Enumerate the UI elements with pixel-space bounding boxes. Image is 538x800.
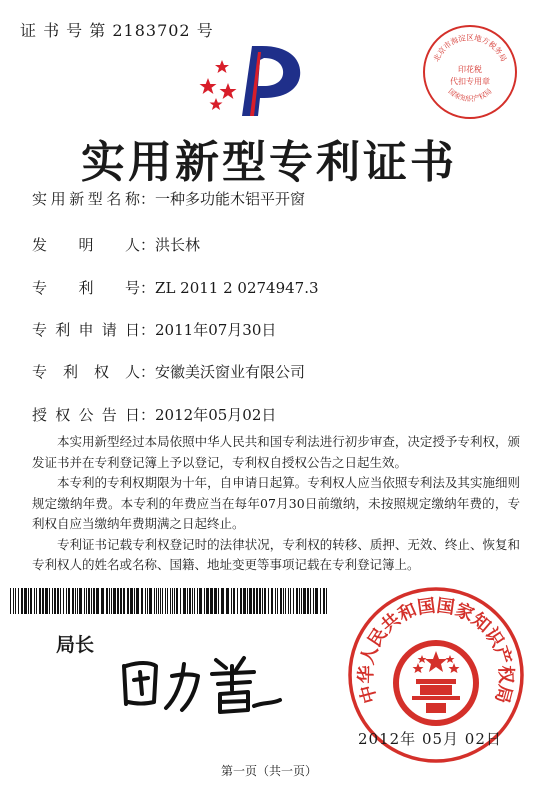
barcode-bar [192, 588, 193, 614]
barcode-bar [170, 588, 171, 614]
barcode-bar [303, 588, 306, 614]
barcode-bar [240, 588, 242, 614]
field-grant-date: 授权公告日：2012年05月02日 [32, 406, 277, 424]
field-patent-number: 专利号：ZL 2011 2 0274947.3 [32, 279, 319, 297]
field-value: 2012年05月02日 [155, 406, 277, 424]
barcode-bar [293, 588, 294, 614]
barcode-bar [130, 588, 133, 614]
field-label: 实用新型名称 [32, 190, 140, 208]
barcode-bar [259, 588, 261, 614]
barcode-bar [262, 588, 263, 614]
barcode-bar [283, 588, 284, 614]
barcode-bar [79, 588, 82, 614]
barcode-bar [271, 588, 273, 614]
director-signature [116, 646, 286, 721]
body-paragraph: 专利证书记载专利权登记时的法律状况，专利权的转移、质押、无效、终止、恢复和专利权人的姓名或名称、国籍、地址变更等事项记载在专利登记簿上。 [32, 536, 520, 572]
star-icon [220, 83, 237, 99]
barcode-bar [288, 588, 289, 614]
barcode-bar [290, 588, 291, 614]
certificate-number: 证 书 号 第 2183702 号 [20, 21, 214, 40]
barcode-bar [162, 588, 163, 614]
field-label: 专利申请日 [32, 321, 140, 339]
barcode-bar [307, 588, 309, 614]
barcode-bar [136, 588, 139, 614]
barcode-bar [45, 588, 48, 614]
field-patentee: 专利权人：安徽美沃窗业有限公司 [32, 363, 306, 381]
barcode-bar [199, 588, 202, 614]
field-inventor: 发明人：洪长林 [32, 236, 201, 254]
barcode-bar [106, 588, 108, 614]
tax-seal-ring-text: 北京市海淀区地方税务局 [431, 33, 509, 63]
barcode-bar [197, 588, 198, 614]
barcode-bar [268, 588, 269, 614]
barcode-bar [39, 588, 41, 614]
barcode-bar [165, 588, 166, 614]
barcode-bar [323, 588, 325, 614]
barcode-bar [189, 588, 191, 614]
barcode-bar [226, 588, 229, 614]
field-value: 洪长林 [155, 236, 201, 254]
barcode-bar [299, 588, 300, 614]
barcode-bar [275, 588, 276, 614]
barcode-bar [86, 588, 87, 614]
barcode-bar [277, 588, 278, 614]
barcode-bar [117, 588, 119, 614]
field-value: 安徽美沃窗业有限公司 [155, 363, 306, 381]
barcode-bar [249, 588, 252, 614]
barcode-bar [160, 588, 161, 614]
page-number: 第一页（共一页） [220, 764, 317, 778]
barcode-bar [326, 588, 327, 614]
barcode-bar [42, 588, 44, 614]
barcode-bar [218, 588, 219, 614]
seal-ring-text: 中华人民共和国国家知识产权局 [355, 595, 517, 706]
barcode-bar [149, 588, 152, 614]
barcode-bar [253, 588, 255, 614]
tax-seal-bottom-text: 国家知识产权局 [446, 87, 494, 104]
barcode-bar [18, 588, 19, 614]
barcode-bar [123, 588, 125, 614]
barcode-bar [52, 588, 53, 614]
body-paragraph: 本专利的专利权期限为十年，自申请日起算。专利权人应当依照专利法及其实施细则规定缴纳年费。本专利的年费应当在每年07月30日前缴纳，未按照规定缴纳年费的，专利权自应当缴纳年费期满之日起终止。 [32, 475, 520, 531]
barcode-bar [231, 588, 232, 614]
barcode-bar [68, 588, 70, 614]
barcode-bar [206, 588, 209, 614]
barcode-bar [204, 588, 205, 614]
barcode-bar [88, 588, 90, 614]
barcode-bar [264, 588, 266, 614]
barcode-bar [301, 588, 302, 614]
barcode-bar [256, 588, 258, 614]
tax-seal [420, 22, 520, 122]
barcode-bar [30, 588, 32, 614]
barcode-bar [233, 588, 235, 614]
barcode-bar [315, 588, 318, 614]
barcode-bar [183, 588, 186, 614]
field-label: 发明人 [32, 236, 140, 254]
barcode-bar [54, 588, 56, 614]
field-label: 专利权人 [32, 363, 140, 381]
barcode-bar [77, 588, 78, 614]
barcode-bar [72, 588, 74, 614]
star-icon [210, 98, 223, 110]
tax-seal-center-1: 印花税 [458, 65, 482, 74]
barcode-bar [180, 588, 181, 614]
barcode-bar [194, 588, 195, 614]
barcode-bar [296, 588, 298, 614]
barcode-bar [21, 588, 23, 614]
field-application-date: 专利申请日：2011年07月30日 [32, 321, 277, 339]
barcode-bar [214, 588, 217, 614]
field-utility-model-name: 实用新型名称：一种多功能木铝平开窗 [32, 190, 306, 208]
barcode-bar [28, 588, 29, 614]
barcode-bar [13, 588, 14, 614]
field-value: ZL 2011 2 0274947.3 [155, 279, 319, 297]
national-emblem-icon [396, 643, 476, 723]
barcode-bar [57, 588, 59, 614]
barcode-bar [310, 588, 311, 614]
field-value: 2011年07月30日 [155, 321, 277, 339]
barcode-bar [154, 588, 155, 614]
barcode-bar [34, 588, 35, 614]
barcode-bar [109, 588, 110, 614]
barcode-bar [237, 588, 238, 614]
field-label: 专利号 [32, 279, 140, 297]
barcode-bar [10, 588, 11, 614]
barcode-bar [147, 588, 148, 614]
barcode-bar [243, 588, 246, 614]
barcode-bar [111, 588, 112, 614]
body-paragraph: 本实用新型经过本局依照中华人民共和国专利法进行初步审查，决定授予专利权，颁发证书并在专利登记簿上予以登记，专利权自授权公告之日起生效。 [32, 434, 520, 470]
barcode-bar [24, 588, 27, 614]
star-icon [215, 60, 229, 73]
barcode-bar [15, 588, 16, 614]
barcode-bar [280, 588, 282, 614]
barcode-bar [120, 588, 122, 614]
barcode-bar [141, 588, 143, 614]
certificate-body [32, 432, 520, 576]
barcode-bar [101, 588, 104, 614]
barcode-bar [134, 588, 135, 614]
barcode-bar [176, 588, 178, 614]
barcode-bar [63, 588, 64, 614]
barcode-bar [210, 588, 213, 614]
barcode-bar [158, 588, 159, 614]
barcode-bar [320, 588, 321, 614]
star-icon [200, 78, 217, 94]
barcode-bar [156, 588, 157, 614]
barcode-bar [60, 588, 61, 614]
barcode-bar [285, 588, 286, 614]
barcode-bar [187, 588, 188, 614]
barcode-bar [36, 588, 37, 614]
director-label: 局长 [56, 634, 95, 656]
barcode-bar [75, 588, 76, 614]
barcode-bar [145, 588, 146, 614]
barcode-bar [313, 588, 314, 614]
svg-text:国家知识产权局 [447, 87, 494, 104]
barcode-bar [174, 588, 175, 614]
barcode [10, 588, 330, 614]
barcode-bar [93, 588, 95, 614]
issue-date: 2012年 05月 02日 [358, 730, 502, 748]
barcode-bar [91, 588, 92, 614]
barcode-bar [247, 588, 248, 614]
logo-stars [200, 60, 237, 110]
barcode-bar [66, 588, 67, 614]
barcode-bar [49, 588, 50, 614]
barcode-bar [221, 588, 224, 614]
svg-text:北京市海淀区地方税务局 [431, 32, 509, 63]
certificate-title: 实用新型专利证书 [81, 137, 457, 188]
field-label: 授权公告日 [32, 406, 140, 424]
barcode-bar [113, 588, 116, 614]
barcode-bar [127, 588, 129, 614]
barcode-bar [84, 588, 85, 614]
tax-seal-center-2: 代扣专用章 [450, 77, 490, 86]
barcode-bar [172, 588, 173, 614]
patent-office-logo [198, 38, 308, 118]
field-value: 一种多功能木铝平开窗 [155, 190, 306, 208]
barcode-bar [96, 588, 99, 614]
barcode-bar [167, 588, 168, 614]
